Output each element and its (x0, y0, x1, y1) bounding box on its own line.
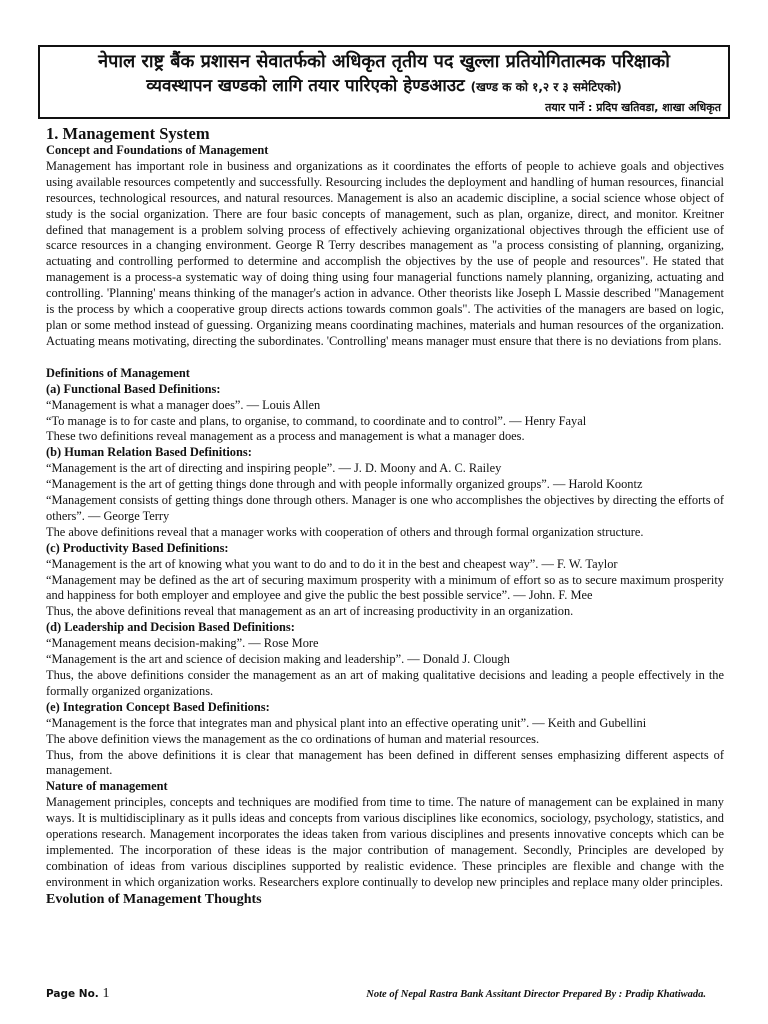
definitions-heading: Definitions of Management (46, 365, 190, 380)
page-number (46, 986, 109, 1002)
productivity-heading: (c) Productivity Based Definitions: (46, 540, 229, 555)
definition-summary: Thus, the above definitions reveal that management as an art of increasing productivity in an organization. (46, 604, 574, 619)
leadership-heading: (d) Leadership and Decision Based Definitions: (46, 620, 295, 635)
header-title-line1: नेपाल राष्ट्र बैंक प्रशासन सेवातर्फको अधिकृत तृतीय पद खुल्ला प्रतियोगितात्मक परिक्षाको (98, 51, 670, 72)
definition-quote: “Management means decision-making”. — Rose More (46, 636, 319, 651)
definition-summary: Thus, the above definitions consider the management as an art of making qualitative decisions and leading a people effectively in the formally organized organizations. (46, 668, 724, 698)
header-title-line2 (40, 75, 728, 99)
definition-quote: “Management is the art and science of decision making and leadership”. — Donald J. Clough (46, 652, 510, 667)
evolution-heading: Evolution of Management Thoughts (46, 891, 262, 907)
page-label: Page No. (46, 988, 99, 1000)
definition-quote: “Management consists of getting things done through others. Manager is one who accomplishes the objectives by directing the efforts of others”. — George Terry (46, 493, 724, 523)
definition-summary: These two definitions reveal management as a process and management is what a manager does. (46, 429, 525, 444)
integration-heading: (e) Integration Concept Based Definitions: (46, 699, 270, 714)
nature-paragraph: Management principles, concepts and techniques are modified from time to time. The nature of management can be explained in many ways. It is multidisciplinary as it pulls ideas and concepts from various disciplines like economics, sociology, psychology, statistics, and operations research. Management incorporates the ideas taken from various disciplines and presents innovative concepts which can be implemented. The incorporation of these ideas is the major contribution of management. Secondly, Principles are developed by combination of ideas from various disciplines supported by realistic evidence. These principles are flexible and change with the environment in which organization works. Researchers explore continually to develop new principles and replace many older principles. (46, 795, 724, 889)
definition-quote: “Management is the art of knowing what you want to do and to do it in the best and cheapest way”. — F. W. Taylor (46, 556, 618, 571)
definition-quote: “Management is what a manager does”. — Louis Allen (46, 397, 321, 412)
section-subtitle: Concept and Foundations of Management (46, 143, 269, 157)
document-body (46, 124, 724, 909)
definition-summary: Thus, from the above definitions it is clear that management has been defined in different senses emphasizing different aspects of management. (46, 747, 724, 778)
definition-summary: The above definition views the management as the co ordinations of human and material resources. (46, 731, 540, 746)
definition-quote: “Management is the art of getting things done through and with people informally organized groups”. — Harold Koontz (46, 477, 643, 492)
page-number-value: 1 (102, 986, 110, 1001)
header-title-main: व्यवस्थापन खण्डको लागि तयार पारिएको हेण्डआउट (146, 76, 465, 96)
spacer (46, 350, 724, 366)
header-box (38, 45, 730, 119)
intro-paragraph: Management has important role in business and organizations as it coordinates the efforts of people to achieve goals and objectives using available resources competently and successfully. Resourcing includes the deployment and handling of human resources, financial resources, technological resources, and natural resources. Management is also an academic discipline, a social science whose object of study is the social organization. There are four basic concepts of management, such as plan, organize, direct, and monitor. Kreitner defined that management is a problem solving process of effectively achieving organizational objectives through the efficient use of scarce resources in a changing environment. George R Terry describes management as "a process consisting of planning, organizing, actuating and controlling performed to determine and accomplish the objectives by the use of people and resources". He stated that management is a process-a systematic way of doing thing using four managerial functions namely planning, organizing, actuating and controlling. 'Planning' means thinking of the manager's action in advance. Other theorists like Joseph L Massie described "Management is the process by which a cooperative group directs actions towards common goals". The activities of the managers are based on logic, plan or some method instead of guessing. Organizing means coordinating machines, materials and human resources of the organization. Actuating means motivating, directing the subordinates. 'Controlling' means manager must ensure that there is no deviations from plans. (46, 158, 724, 348)
section-title: 1. Management System (46, 124, 210, 143)
nature-heading: Nature of management (46, 779, 168, 794)
human-relation-heading: (b) Human Relation Based Definitions: (46, 445, 252, 460)
definition-quote: “To manage is to for caste and plans, to organise, to command, to coordinate and to control”. — Henry Fayal (46, 413, 587, 428)
definition-summary: The above definitions reveal that a manager works with cooperation of others and through formal organization structure. (46, 524, 644, 539)
functional-heading: (a) Functional Based Definitions: (46, 381, 221, 396)
header-author: तयार पार्ने : प्रदिप खतिवडा, शाखा अधिकृत (545, 101, 721, 114)
definition-quote: “Management may be defined as the art of securing maximum prosperity with a minimum of effort so as to secure maximum prosperity and happiness for both employer and employee and give the public the best possible service”. — John. F. Mee (46, 572, 724, 603)
definition-quote: “Management is the art of directing and inspiring people”. — J. D. Moony and A. C. Railey (46, 461, 502, 476)
header-title-note: (खण्ड क को १,२ र ३ समेटिएको) (470, 80, 622, 94)
definition-quote: “Management is the force that integrates man and physical plant into an effective operating unit”. — Keith and Gubellini (46, 715, 647, 730)
footer-note: Note of Nepal Rastra Bank Assitant Director Prepared By : Pradip Khatiwada. (366, 989, 706, 1000)
